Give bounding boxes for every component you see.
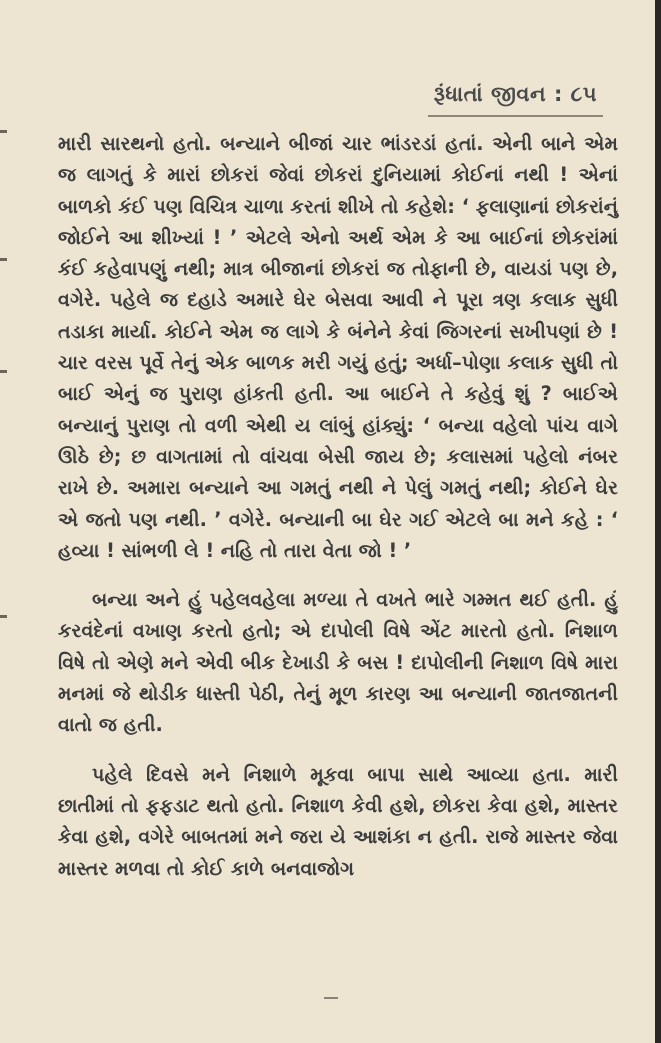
margin-mark xyxy=(0,615,7,618)
margin-mark xyxy=(0,370,7,373)
margin-mark xyxy=(0,258,7,261)
paragraph: પહેલે દિવસે મને નિશાળે મૂકવા બાપા સાથે આવ્યા હતા. મારી છાતીમાં તો ફફડાટ થતો હતો. નિશાળ કેવી હશે, છોકરા કેવા હશે, માસ્તર કેવા હશે, વગેરે બાબતમાં મને જરા યે આશંકા ન હતી. રાજે માસ્તર જેવા માસ્તર મળવા તો કોઈ કાળે બનવાજોગ xyxy=(58,762,618,880)
margin-mark xyxy=(0,130,7,133)
running-header: રૂંધાતાં જીવન : ૮૫ xyxy=(433,82,597,106)
page-body xyxy=(58,128,618,884)
paragraph: બન્યા અને હું પહેલવહેલા મળ્યા તે વખતે ભારે ગમ્મત થઈ હતી. હું કરવંદેનાં વખાણ કરતો હતો; એ દાપોલી વિષે એંટ મારતો હતો. નિશાળ વિષે તો એણે મને એવી બીક દેખાડી કે બસ ! દાપોલીની નિશાળ વિષે મારા મનમાં જે થોડીક ધાસ્તી પેઠી, તેનું મૂળ કારણ આ બન્યાની જાતજાતની વાતો જ હતી. xyxy=(58,588,618,737)
header-underline xyxy=(428,115,603,117)
footer-dash xyxy=(324,997,338,999)
paragraph: મારી સારથનો હતો. બન્યાને બીજાં ચાર ભાંડરડાં હતાં. એની બાને એમ જ લાગતું કે મારાં છોકરાં જેવાં છોકરાં દુનિયામાં કોઈનાં નથી ! એનાં બાળકો કંઈ પણ વિચિત્ર ચાળા કરતાં શીખે તો કહેશે: ‘ ફલાણાનાં છોકરાંનું જોઈને આ શીખ્યાં ! ’ એટલે એનો અર્થ એમ કે આ બાઈનાં છોકરાંમાં કંઈ કહેવાપણું નથી; માત્ર બીજાનાં છોકરાં જ તોફાની છે, વાયડાં પણ છે, વગેરે. પહેલે જ દહાડે અમારે ઘેર બેસવા આવી ને પૂરા ત્રણ કલાક સુધી તડાકા માર્યા. કોઈને એમ જ લાગે કે બંનેને કેવાં જિગરનાં સખીપણાં છે ! ચાર વરસ પૂર્વે તેનું એક બાળક મરી ગયું હતું; અર્ધા–પોણા કલાક સુધી તો બાઈ એનું જ પુરાણ હાંકતી હતી. આ બાઈને તે કહેવું શું ? બાઈએ બન્યાનું પુરાણ તો વળી એથી ય લાંબું હાંક્યું: ‘ બન્યા વહેલો પાંચ વાગે ઊઠે છે; છ વાગતામાં તો વાંચવા બેસી જાય છે; કલાસમાં પહેલો નંબર રાખે છે. અમારા બન્યાને આ ગમતું નથી ને પેલું ગમતું નથી; કોઈને ઘેર એ જતો પણ નથી. ’ વગેરે. બન્યાની બા ઘેર ગઈ એટલે બા મને કહે : ‘ હવ્યા ! સાંભળી લે ! નહિ તો તારા વેતા જો ! ’ xyxy=(58,132,618,562)
page-edge xyxy=(655,0,661,1043)
